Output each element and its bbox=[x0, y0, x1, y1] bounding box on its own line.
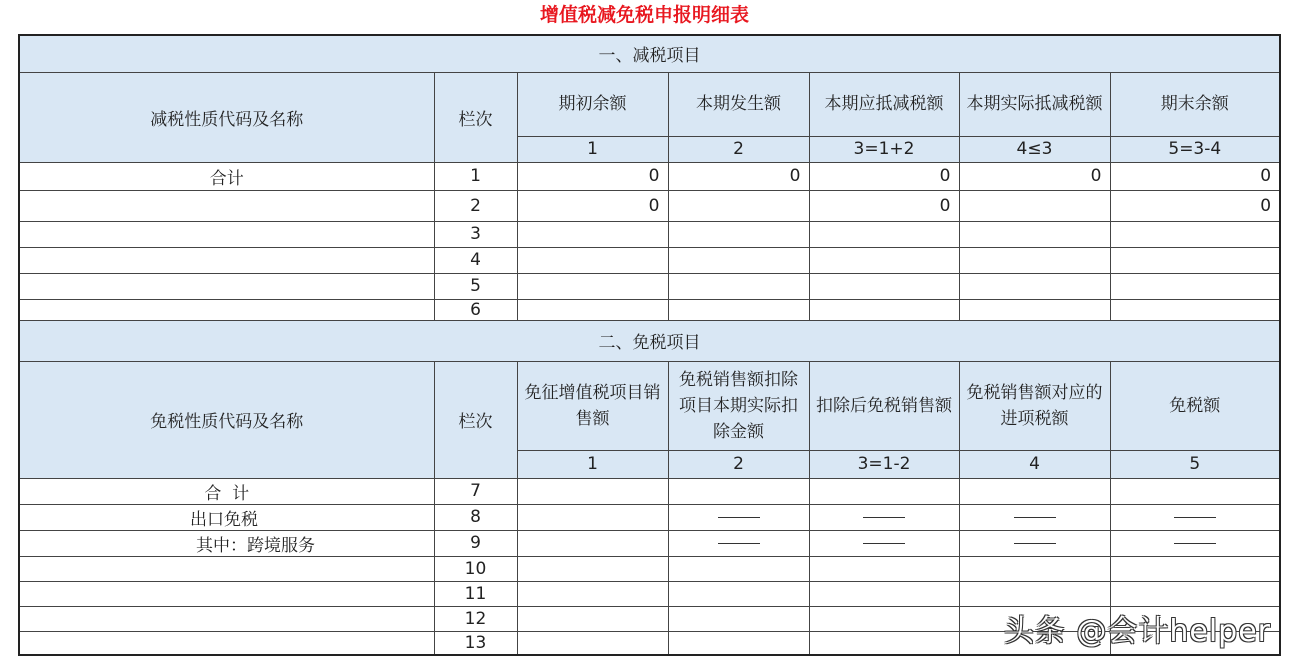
reduction-col-header: 本期实际抵减税额 bbox=[959, 72, 1110, 136]
cell: 0 bbox=[809, 162, 959, 190]
row-name bbox=[19, 190, 434, 221]
cell bbox=[517, 273, 668, 299]
table-row bbox=[19, 221, 1280, 247]
cell bbox=[668, 530, 809, 556]
cell bbox=[668, 190, 809, 221]
row-line: 8 bbox=[434, 504, 517, 530]
cell bbox=[959, 504, 1110, 530]
dash-mark bbox=[1174, 543, 1216, 544]
cell bbox=[809, 478, 959, 504]
exemption-formula: 1 bbox=[517, 450, 668, 478]
cell bbox=[959, 581, 1110, 606]
cell bbox=[1110, 581, 1280, 606]
exemption-formula: 3=1-2 bbox=[809, 450, 959, 478]
cell bbox=[668, 478, 809, 504]
table-row bbox=[19, 273, 1280, 299]
cell bbox=[809, 606, 959, 631]
cell bbox=[809, 221, 959, 247]
row-name bbox=[19, 556, 434, 581]
cell bbox=[517, 299, 668, 320]
table-row bbox=[19, 504, 1280, 530]
cell bbox=[517, 631, 668, 655]
cell bbox=[959, 478, 1110, 504]
exemption-section-title: 二、免税项目 bbox=[19, 320, 1280, 361]
exemption-line-header: 栏次 bbox=[434, 361, 517, 478]
cell bbox=[959, 556, 1110, 581]
cell bbox=[809, 581, 959, 606]
exemption-col-header: 扣除后免税销售额 bbox=[809, 361, 959, 450]
cell bbox=[668, 581, 809, 606]
reduction-formula: 2 bbox=[668, 136, 809, 162]
cell bbox=[1110, 221, 1280, 247]
cell bbox=[809, 247, 959, 273]
cell bbox=[517, 530, 668, 556]
table-row bbox=[19, 478, 1280, 504]
cell bbox=[959, 247, 1110, 273]
cell: 0 bbox=[1110, 190, 1280, 221]
exemption-col-header: 免税销售额扣除项目本期实际扣除金额 bbox=[668, 361, 809, 450]
cell bbox=[809, 504, 959, 530]
cell bbox=[809, 299, 959, 320]
cell bbox=[668, 273, 809, 299]
cell bbox=[517, 504, 668, 530]
cell: 0 bbox=[517, 190, 668, 221]
reduction-formula: 4≤3 bbox=[959, 136, 1110, 162]
reduction-line-header: 栏次 bbox=[434, 72, 517, 162]
dash-mark bbox=[718, 543, 760, 544]
exemption-formula: 2 bbox=[668, 450, 809, 478]
cell bbox=[959, 530, 1110, 556]
cell bbox=[668, 247, 809, 273]
dash-mark bbox=[1174, 517, 1216, 518]
exemption-col-header: 免税额 bbox=[1110, 361, 1280, 450]
cell bbox=[809, 631, 959, 655]
table-row bbox=[19, 581, 1280, 606]
exemption-formula: 5 bbox=[1110, 450, 1280, 478]
cell: 0 bbox=[959, 162, 1110, 190]
row-name bbox=[19, 631, 434, 655]
table-row bbox=[19, 299, 1280, 320]
cell bbox=[517, 247, 668, 273]
cell bbox=[668, 606, 809, 631]
dash-mark bbox=[863, 517, 905, 518]
exemption-formula: 4 bbox=[959, 450, 1110, 478]
row-line: 2 bbox=[434, 190, 517, 221]
table-row bbox=[19, 162, 1280, 190]
cell bbox=[1110, 273, 1280, 299]
cell bbox=[959, 273, 1110, 299]
row-name bbox=[19, 247, 434, 273]
dash-mark bbox=[1014, 517, 1056, 518]
reduction-formula: 5=3-4 bbox=[1110, 136, 1280, 162]
row-name: 出口免税 bbox=[19, 504, 434, 530]
cell bbox=[1110, 504, 1280, 530]
reduction-formula: 3=1+2 bbox=[809, 136, 959, 162]
cell bbox=[517, 221, 668, 247]
cell bbox=[809, 273, 959, 299]
cell bbox=[668, 556, 809, 581]
row-line: 3 bbox=[434, 221, 517, 247]
cell bbox=[1110, 247, 1280, 273]
table-row bbox=[19, 247, 1280, 273]
table-row bbox=[19, 556, 1280, 581]
row-line: 13 bbox=[434, 631, 517, 655]
cell: 0 bbox=[517, 162, 668, 190]
row-name bbox=[19, 299, 434, 320]
exemption-name-header: 免税性质代码及名称 bbox=[19, 361, 434, 478]
exemption-col-header: 免税销售额对应的进项税额 bbox=[959, 361, 1110, 450]
row-name bbox=[19, 581, 434, 606]
row-name bbox=[19, 273, 434, 299]
cell bbox=[517, 478, 668, 504]
row-line: 12 bbox=[434, 606, 517, 631]
row-name bbox=[19, 606, 434, 631]
cell bbox=[959, 299, 1110, 320]
cell: 0 bbox=[809, 190, 959, 221]
dash-mark bbox=[1014, 543, 1056, 544]
cell bbox=[668, 299, 809, 320]
row-line: 4 bbox=[434, 247, 517, 273]
table-row bbox=[19, 530, 1280, 556]
cell bbox=[668, 504, 809, 530]
row-line: 7 bbox=[434, 478, 517, 504]
cell bbox=[959, 190, 1110, 221]
row-name: 合计 bbox=[19, 162, 434, 190]
row-line: 5 bbox=[434, 273, 517, 299]
cell bbox=[1110, 299, 1280, 320]
row-name: 其中：跨境服务 bbox=[19, 530, 434, 556]
row-line: 10 bbox=[434, 556, 517, 581]
row-name: 合 计 bbox=[19, 478, 434, 504]
cell: 0 bbox=[668, 162, 809, 190]
cell bbox=[959, 221, 1110, 247]
dash-mark bbox=[863, 543, 905, 544]
row-line: 1 bbox=[434, 162, 517, 190]
cell bbox=[517, 581, 668, 606]
cell bbox=[1110, 530, 1280, 556]
cell bbox=[1110, 556, 1280, 581]
tax-relief-table bbox=[18, 34, 1281, 656]
exemption-col-header: 免征增值税项目销售额 bbox=[517, 361, 668, 450]
reduction-section-title: 一、减税项目 bbox=[19, 35, 1280, 72]
reduction-name-header: 减税性质代码及名称 bbox=[19, 72, 434, 162]
dash-mark bbox=[718, 517, 760, 518]
cell bbox=[1110, 478, 1280, 504]
cell: 0 bbox=[1110, 162, 1280, 190]
reduction-col-header: 本期应抵减税额 bbox=[809, 72, 959, 136]
reduction-col-header: 本期发生额 bbox=[668, 72, 809, 136]
cell bbox=[668, 631, 809, 655]
reduction-col-header: 期末余额 bbox=[1110, 72, 1280, 136]
row-line: 9 bbox=[434, 530, 517, 556]
reduction-formula: 1 bbox=[517, 136, 668, 162]
row-line: 6 bbox=[434, 299, 517, 320]
reduction-col-header: 期初余额 bbox=[517, 72, 668, 136]
cell bbox=[809, 556, 959, 581]
cell bbox=[668, 221, 809, 247]
watermark: 头条 @会计helper bbox=[1003, 614, 1271, 649]
row-line: 11 bbox=[434, 581, 517, 606]
cell bbox=[809, 530, 959, 556]
row-name bbox=[19, 221, 434, 247]
report-title: 增值税减免税申报明细表 bbox=[539, 4, 749, 26]
cell bbox=[517, 556, 668, 581]
table-row bbox=[19, 190, 1280, 221]
cell bbox=[517, 606, 668, 631]
